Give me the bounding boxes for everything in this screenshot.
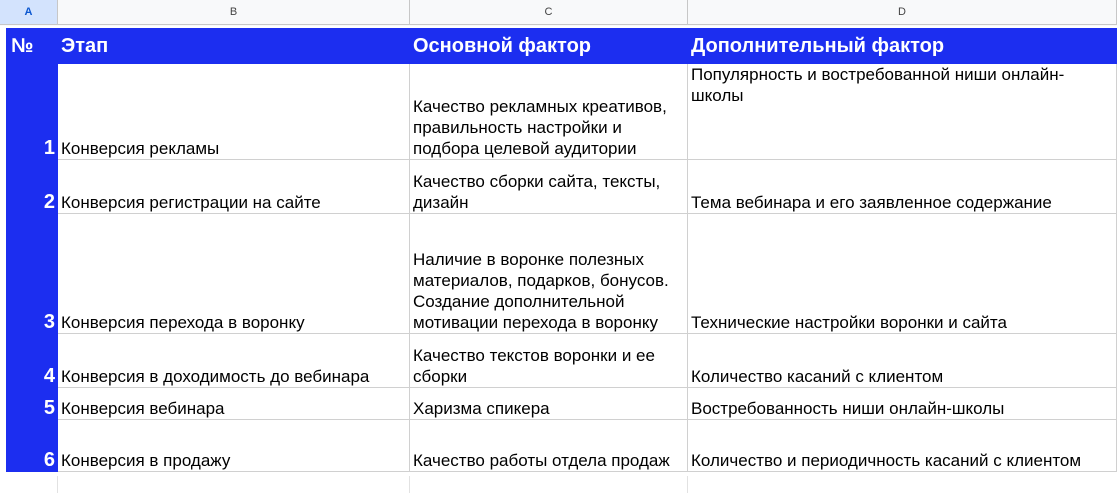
extra-factor-cell[interactable]: Тема вебинара и его заявленное содержание — [688, 160, 1117, 214]
header-main-factor-cell[interactable]: Основной фактор — [410, 29, 688, 64]
extra-factor-cell[interactable]: Технические настройки воронки и сайта — [688, 214, 1117, 334]
stage-cell[interactable]: Конверсия вебинара — [58, 388, 410, 420]
empty-cell[interactable] — [58, 476, 410, 493]
header-num-cell[interactable]: № — [7, 29, 58, 64]
main-factor-cell[interactable]: Качество текстов воронки и ее сборки — [410, 334, 688, 388]
column-header-b[interactable]: B — [58, 0, 410, 25]
column-header-a[interactable]: A — [0, 0, 58, 25]
table-row — [7, 160, 1117, 214]
row-num-cell[interactable]: 5 — [7, 388, 58, 420]
extra-factor-cell[interactable]: Количество касаний с клиентом — [688, 334, 1117, 388]
table-row — [7, 214, 1117, 334]
table-row — [7, 388, 1117, 420]
table-row — [7, 420, 1117, 472]
stage-cell[interactable]: Конверсия в доходимость до вебинара — [58, 334, 410, 388]
empty-row-area — [0, 476, 1117, 493]
row-num-cell[interactable]: 4 — [7, 334, 58, 388]
column-header-d[interactable]: D — [688, 0, 1117, 25]
column-headers — [0, 0, 1117, 26]
row-num-cell[interactable]: 1 — [7, 64, 58, 160]
table-row — [7, 334, 1117, 388]
spreadsheet-grid — [6, 28, 1117, 472]
empty-cell[interactable] — [0, 476, 58, 493]
empty-cell[interactable] — [410, 476, 688, 493]
column-header-c[interactable]: C — [410, 0, 688, 25]
row-num-cell[interactable]: 3 — [7, 214, 58, 334]
header-extra-factor-cell[interactable]: Дополнительный фактор — [688, 29, 1117, 64]
header-row — [7, 29, 1117, 64]
stage-cell[interactable]: Конверсия рекламы — [58, 64, 410, 160]
main-factor-cell[interactable]: Качество работы отдела продаж — [410, 420, 688, 472]
main-factor-cell[interactable]: Качество рекламных креативов, правильность настройки и подбора целевой аудитории — [410, 64, 688, 160]
stage-cell[interactable]: Конверсия в продажу — [58, 420, 410, 472]
table-row — [7, 64, 1117, 160]
row-num-cell[interactable]: 6 — [7, 420, 58, 472]
header-stage-cell[interactable]: Этап — [58, 29, 410, 64]
stage-cell[interactable]: Конверсия регистрации на сайте — [58, 160, 410, 214]
main-factor-cell[interactable]: Харизма спикера — [410, 388, 688, 420]
stage-cell[interactable]: Конверсия перехода в воронку — [58, 214, 410, 334]
main-factor-cell[interactable]: Качество сборки сайта, тексты, дизайн — [410, 160, 688, 214]
extra-factor-cell[interactable]: Количество и периодичность касаний с клиентом — [688, 420, 1117, 472]
row-num-cell[interactable]: 2 — [7, 160, 58, 214]
extra-factor-cell[interactable]: Популярность и востребованной ниши онлайн-школы — [688, 64, 1117, 160]
main-factor-cell[interactable]: Наличие в воронке полезных материалов, подарков, бонусов. Создание дополнительной мотивации перехода в воронку — [410, 214, 688, 334]
extra-factor-cell[interactable]: Востребованность ниши онлайн-школы — [688, 388, 1117, 420]
